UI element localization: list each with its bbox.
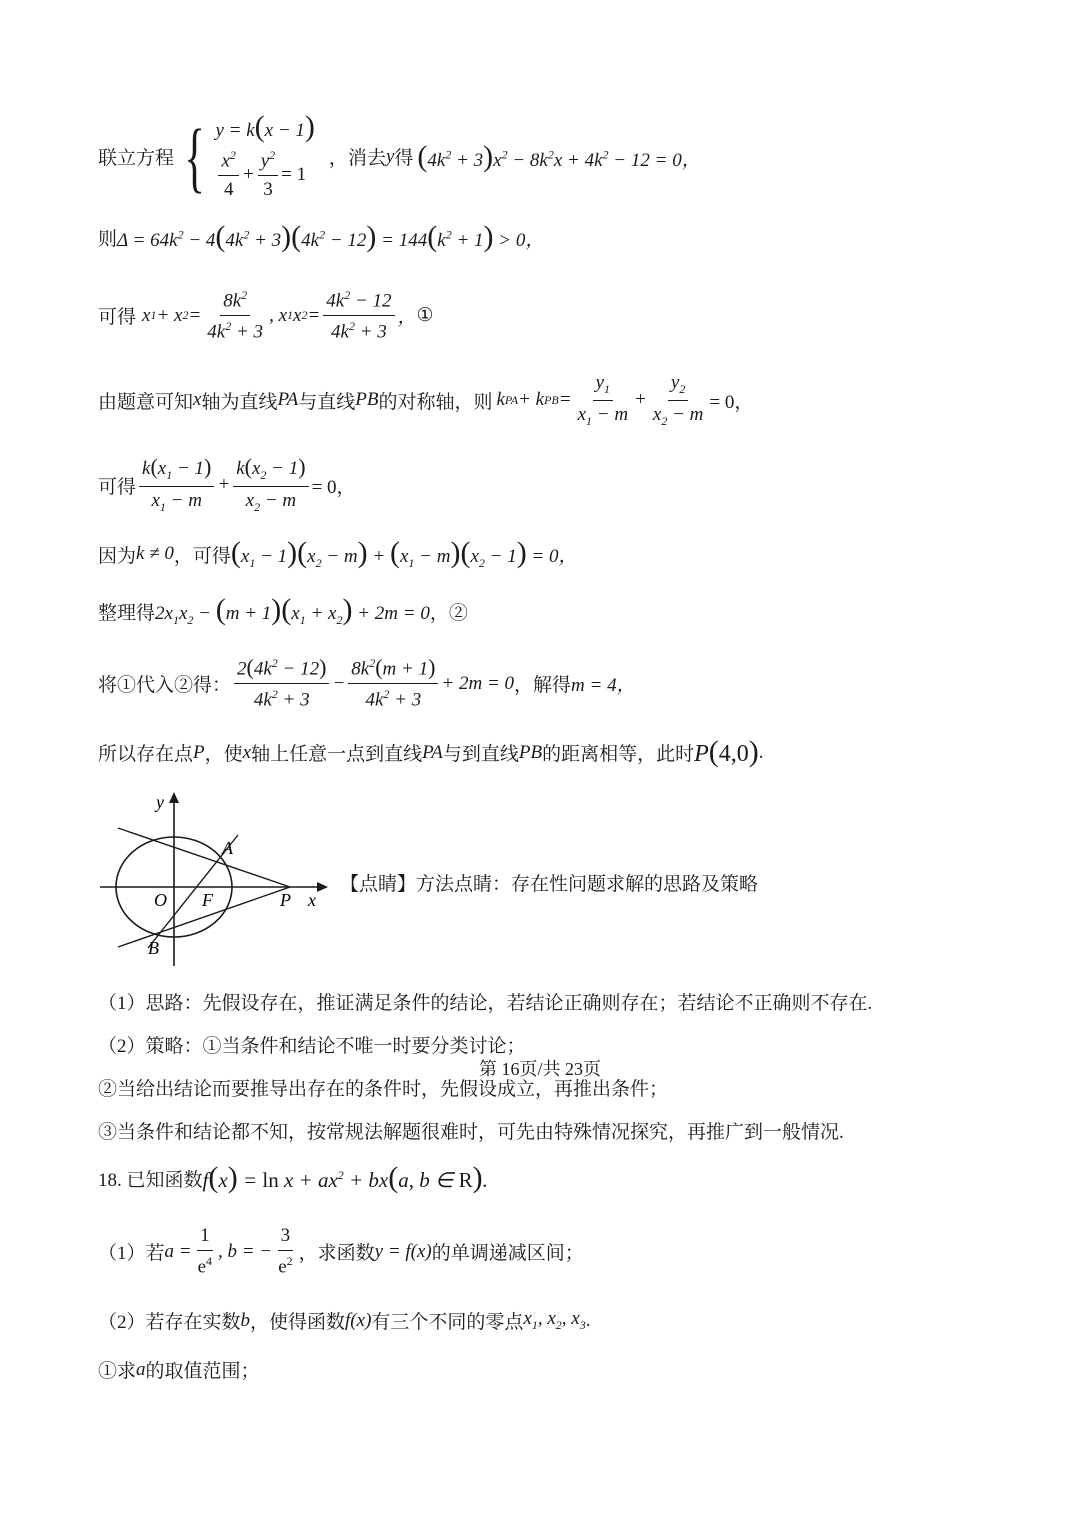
- text: 将①代入②得：: [98, 675, 232, 697]
- point-A-label: A: [222, 838, 233, 858]
- var-x: x: [193, 389, 202, 411]
- text: 轴上任意一点到直线: [251, 744, 423, 765]
- text: 可得: [98, 307, 137, 329]
- text: ，可得: [173, 545, 231, 567]
- circle-2: ，②: [429, 602, 468, 624]
- text: 因为: [98, 545, 137, 567]
- line-because: 因为 k ≠ 0 ，可得 $(x_1 - 1)(x_2 - m) + (x_1 - m)(x_2 - 1) = 0$，: [98, 536, 578, 570]
- line-conclusion: 所以存在点 P ，使 x 轴上任意一点到直线 PA 与到直线 PB 的距离相等，此时 P(4,0) .: [98, 735, 764, 768]
- var-x: x: [242, 741, 252, 763]
- text: 的距离相等，此时: [542, 744, 695, 765]
- para-4: ③当条件和结论都不知，按常规法解题很难时，可先由特殊情况探究，再推广到一般情况.: [98, 1122, 844, 1143]
- circle-1: ①: [416, 305, 434, 327]
- text: 所以存在点: [98, 744, 194, 765]
- text: 联立方程: [98, 148, 175, 170]
- line-PB: PB: [518, 741, 543, 763]
- line-substitute: 将①代入②得： $\frac{2(4k^2 - 12)}{4k^2 + 3}$ − $\frac{8k^2(m + 1)}{4k^2 + 3}$ + 2m = 0 ，解得 m = 4，: [98, 654, 636, 711]
- question-18: 18. 已知函数 $f(x) = \ln x + ax^2 + bx(a$, b ∈ R).: [98, 1161, 488, 1194]
- point-P: P: [193, 741, 205, 763]
- line-PA: PA: [422, 741, 443, 763]
- origin-label: O: [154, 890, 167, 910]
- para-1: （1）思路：先假设存在，推证满足条件的结论，若结论正确则存在；若结论不正确则不存在.: [98, 993, 873, 1014]
- var-b: b: [240, 1309, 251, 1331]
- text: （1）若: [98, 1243, 165, 1265]
- text: ，解得: [514, 675, 572, 697]
- text: ，使得函数: [250, 1312, 346, 1333]
- text: 整理得: [98, 602, 156, 624]
- page-footer: 第 16页/共 23页: [478, 1059, 601, 1079]
- equation-system: y = k(x − 1) $\frac{x^2}{4}$ + $\frac{y^2}{3}$ = 1: [215, 110, 315, 201]
- text: 有三个不同的零点: [371, 1312, 524, 1333]
- text: 轴为直线: [201, 391, 278, 413]
- axis-y-label: y: [156, 792, 164, 812]
- text: ①求: [98, 1361, 137, 1382]
- text: 的对称轴，则: [378, 391, 493, 413]
- line-k-sum: 可得 $\frac{k(x_1 - 1)}{x_1 - m}$ + $\frac{k(x_2 - 1)}{x_2 - m}$ = 0，: [98, 454, 356, 514]
- line-simplify: 整理得 $2x_1x_2 - (m + 1)(x_1 + x_2) + 2m = 0$ ，②: [98, 593, 468, 627]
- text: 则: [98, 228, 118, 250]
- text: ，求函数: [298, 1243, 375, 1265]
- question-18-part-1: （1）若 a = $\frac{1}{e^4}$ , b = − $\frac{3}{e^2}$ ，求函数 y = f(x) 的单调递减区间；: [98, 1225, 584, 1278]
- text: 与直线: [298, 391, 356, 413]
- tip: 【点睛】方法点睛：存在性问题求解的思路及策略: [340, 874, 759, 895]
- text: 的取值范围；: [145, 1361, 260, 1382]
- line-delta: 则 $\Delta = 64k^2 - 4(4k^2 + 3)(4k^2 - 12) = 144(k^2 + 1) > 0$，: [98, 220, 545, 253]
- text: ，消去: [328, 148, 386, 170]
- text: ，使: [204, 744, 243, 765]
- focus-label: F: [202, 890, 213, 910]
- line-PB: PB: [355, 389, 379, 411]
- text: 可得: [98, 476, 137, 498]
- text: 由题意可知: [98, 391, 194, 413]
- question-18-sub-1: [98, 1356, 260, 1383]
- text: （2）若存在实数: [98, 1312, 241, 1333]
- axis-x-label: x: [308, 890, 316, 910]
- text: 与到直线: [442, 744, 519, 765]
- question-18-part-2: （2）若存在实数 b ，使得函数 f(x) 有三个不同的零点 $x_1$, $x_2$, $x_3$ .: [98, 1308, 591, 1333]
- line-symmetry: 由题意可知 x 轴为直线 PA 与直线 PB 的对称轴，则 k PA + k PB = $\frac{y_1}{x_1 - m}$ + $\frac{y_2}{x_2 - m}$ = 0，: [98, 372, 754, 428]
- var-a: a: [136, 1358, 146, 1380]
- line-system: 联立方程 { y = k(x − 1) $\frac{x^2}{4}$ + $\frac{y^2}{3}$ = 1 ，消去 y 得 $(4k^2 + 3)x^2 - 8k^2x + 4k^2 - 12 = 0$，: [98, 110, 701, 201]
- text: 18. 已知函数: [98, 1169, 203, 1191]
- para-2: （2）策略：①当条件和结论不唯一时要分类讨论；: [98, 1036, 526, 1057]
- line-vieta: 可得 x 1 + x 2 = $\frac{8k^2}{4k^2 + 3}$ , x 1 x 2 = $\frac{4k^2 - 12}{4k^2 + 3}$ ， ①: [98, 288, 434, 343]
- text: 的单调递减区间；: [431, 1243, 584, 1265]
- para-3: ②当给出结论而要推导出存在的条件时，先假设成立，再推出条件；: [98, 1079, 669, 1100]
- ellipse-figure: [98, 790, 338, 970]
- point-P-label: P: [280, 890, 291, 910]
- brace: {: [184, 112, 206, 200]
- text: 得: [394, 148, 414, 170]
- line-PA: PA: [277, 389, 299, 411]
- var-y: y: [385, 145, 395, 167]
- point-B-label: B: [148, 938, 159, 958]
